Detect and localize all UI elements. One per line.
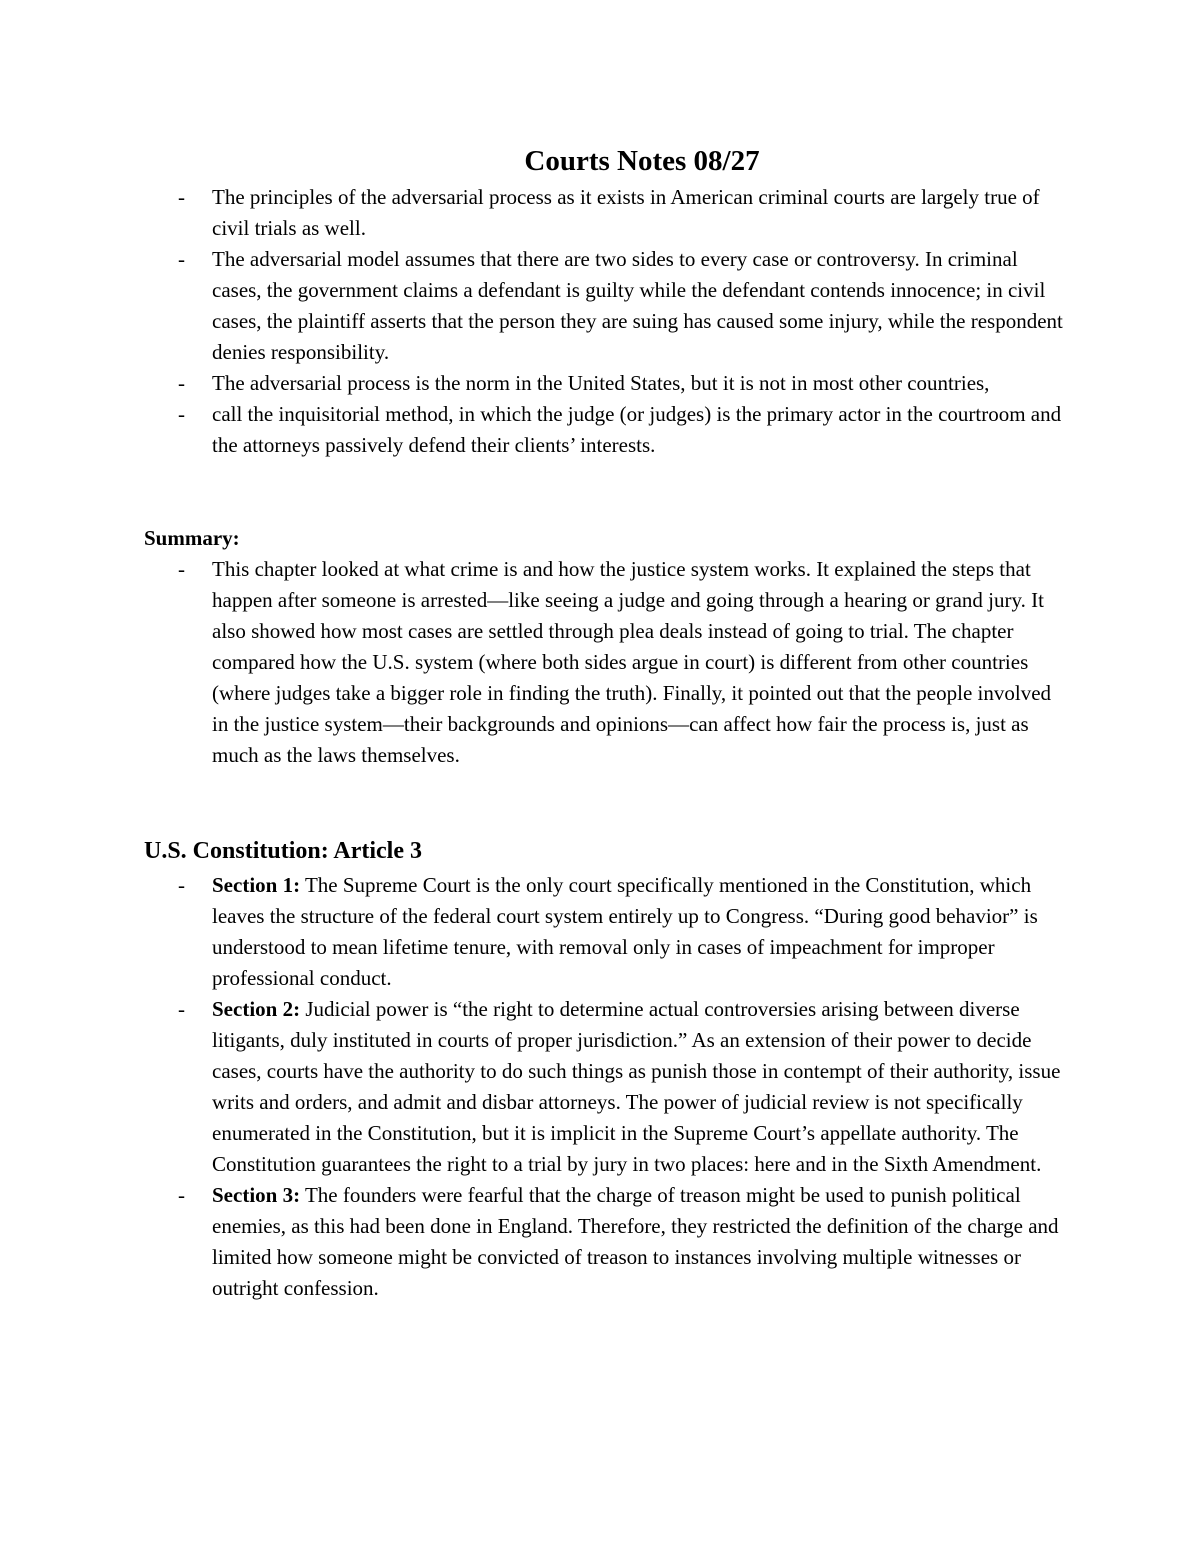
summary-bullet-list: [144, 554, 1064, 771]
bullet-text: The adversarial model assumes that there are two sides to every case or controversy. In criminal cases, the government claims a defendant is guilty while the defendant contends innocence; in civil cases, the plaintiff asserts that the person they are suing has caused some injury, while the respondent denies responsibility.: [212, 247, 1063, 364]
bullet-dash: -: [178, 1183, 185, 1207]
bullet-text: call the inquisitorial method, in which the judge (or judges) is the primary actor in the courtroom and the attorneys passively defend their clients’ interests.: [212, 402, 1062, 457]
bullet-text: This chapter looked at what crime is and how the justice system works. It explained the steps that happen after someone is arrested—like seeing a judge and going through a hearing or grand jury. It also showed how most cases are settled through plea deals instead of going to trial. The chapter compared how the U.S. system (where both sides argue in court) is different from other countries (where judges take a bigger role in finding the truth). Finally, it pointed out that the people involved in the justice system—their backgrounds and opinions—can affect how fair the process is, just as much as the laws themselves.: [212, 557, 1052, 767]
bullet-dash: -: [178, 402, 185, 426]
list-item: [144, 368, 1064, 399]
article-3-section-list: [144, 870, 1064, 1304]
bullet-dash: -: [178, 997, 185, 1021]
list-item: [144, 244, 1064, 368]
bullet-dash: -: [178, 247, 185, 271]
bullet-dash: -: [178, 873, 185, 897]
list-item: [144, 1180, 1064, 1304]
section-label: Section 3:: [212, 1183, 301, 1207]
list-item: [144, 870, 1064, 994]
section-text: The Supreme Court is the only court specifically mentioned in the Constitution, which leaves the structure of the federal court system entirely up to Congress. “During good behavior” is understood to mean lifetime tenure, with removal only in cases of impeachment for improper professional conduct.: [212, 873, 1038, 990]
bullet-text: The adversarial process is the norm in the United States, but it is not in most other countries,: [212, 371, 990, 395]
section-label: Section 2:: [212, 997, 301, 1021]
bullet-text: The principles of the adversarial process as it exists in American criminal courts are largely true of civil trials as well.: [212, 185, 1040, 240]
summary-heading: Summary:: [144, 526, 240, 550]
list-item: [144, 994, 1064, 1180]
list-item: [144, 554, 1064, 771]
document-title: Courts Notes 08/27: [524, 145, 760, 177]
section-text: The founders were fearful that the charge of treason might be used to punish political enemies, as this had been done in England. Therefore, they restricted the definition of the charge and limited how someone might be convicted of treason to instances involving multiple witnesses or outright confession.: [212, 1183, 1059, 1300]
list-item: [144, 182, 1064, 244]
bullet-dash: -: [178, 371, 185, 395]
list-item: [144, 399, 1064, 461]
section-text: Judicial power is “the right to determine actual controversies arising between diverse litigants, duly instituted in courts of proper jurisdiction.” As an extension of their power to decide cases, courts have the authority to do such things as punish those in contempt of their authority, issue writs and orders, and admit and disbar attorneys. The power of judicial review is not specifically enumerated in the Constitution, but it is implicit in the Supreme Court’s appellate authority. The Constitution guarantees the right to a trial by jury in two places: here and in the Sixth Amendment.: [212, 997, 1061, 1176]
bullet-dash: -: [178, 185, 185, 209]
article-3-heading: U.S. Constitution: Article 3: [144, 838, 422, 864]
section-label: Section 1:: [212, 873, 301, 897]
intro-bullet-list: [144, 182, 1064, 461]
bullet-dash: -: [178, 557, 185, 581]
